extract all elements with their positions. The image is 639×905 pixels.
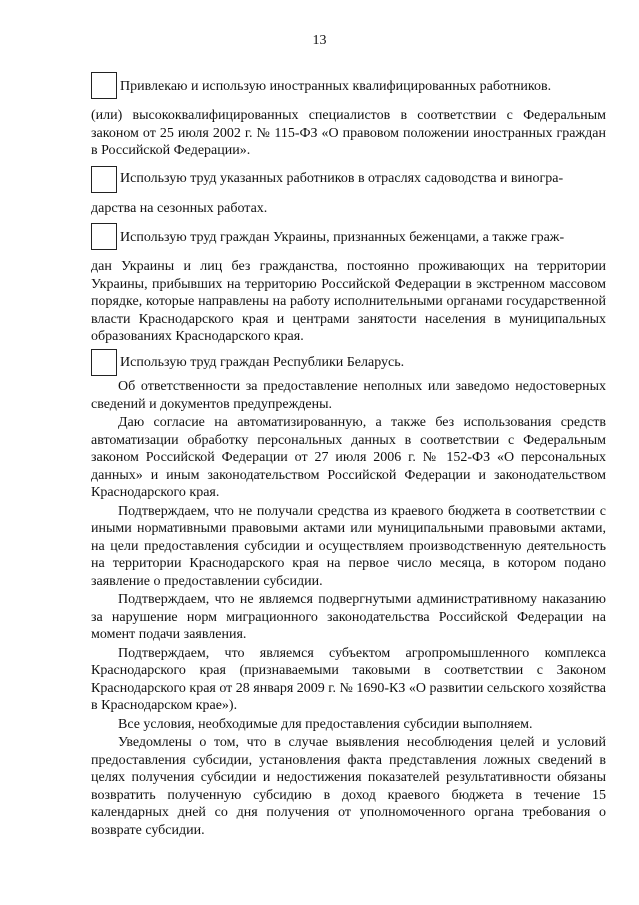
paragraph-subsidy-return-notice: Уведомлены о том, что в случае выявления несоблюдения целей и условий предоставления субсидии, установления факта представления ложных сведений в целях получения субсидии и недостижения показателей результативности обязаны возвратить полученную субсидию в доход краевого бюджета в течение 15 календарных дней со дня получения от уполномоченного органа требования о возврате субсидии. — [91, 735, 606, 838]
option-4-label: Использую труд граждан Республики Беларусь. — [120, 355, 405, 370]
option-1-continuation: (или) высококвалифицированных специалистов в соответствии с Федеральным законом от 25 июля 2002 г. № 115-ФЗ «О правовом положении иностранных граждан в Российской Федерации». — [91, 108, 606, 158]
checkbox-foreign-qualified-workers[interactable] — [91, 72, 117, 99]
statements-block — [91, 378, 606, 839]
paragraph-agro-industrial-subject: Подтверждаем, что являемся субъектом агропромышленного комплекса Краснодарского края (признаваемыми таковыми в соответствии с Законом Краснодарского края от 28 января 2009 г. № 1690-КЗ «О развитии сельского хозяйства в Краснодарском крае»). — [91, 645, 606, 713]
paragraph-no-budget-funds: Подтверждаем, что не получали средства из краевого бюджета в соответствии с иными нормативными правовыми актами или муниципальными правовыми актами, на цели предоставления субсидии и осуществляем производственную деятельность на территории Краснодарского края на первое число месяца, в котором подано заявление о предоставлении субсидии. — [91, 503, 606, 589]
page-number: 13 — [312, 33, 327, 48]
checkbox-seasonal-horticulture-work[interactable] — [91, 166, 117, 193]
paragraph-responsibility: Об ответственности за предоставление неполных или заведомо недостоверных сведений и документов предупреждены. — [91, 379, 606, 412]
checkbox-ukraine-citizens[interactable] — [91, 223, 117, 250]
option-1-label: Привлекаю и использую иностранных квалифицированных работников. — [120, 79, 552, 94]
checkbox-belarus-citizens[interactable] — [91, 349, 117, 376]
option-2-continuation: дарства на сезонных работах. — [91, 201, 268, 216]
option-3-label: Использую труд граждан Украины, признанных беженцами, а также граж- — [120, 230, 565, 245]
paragraph-personal-data-consent: Даю согласие на автоматизированную, а также без использования средств автоматизации обработку персональных данных в соответствии с Федеральным законом Российской Федерации от 27 июля 2006 г. № 152-ФЗ «О персональных данных» и иным законодательством Российской Федерации и законодательством Краснодарского края. — [91, 415, 606, 500]
option-2-label: Использую труд указанных работников в отраслях садоводства и виногра- — [120, 171, 564, 186]
paragraph-no-administrative-penalty: Подтверждаем, что не являемся подвергнутыми административному наказанию за нарушение норм миграционного законодательства Российской Федерации на момент подачи заявления. — [91, 592, 606, 642]
option-3-continuation: дан Украины и лиц без гражданства, постоянно проживающих на территории Украины, прибывших на территорию Российской Федерации в экстренном массовом порядке, которые направлены на работу исполнительными органами государственной власти Краснодарского края и центрами занятости населения в муниципальных образованиях Краснодарского края. — [91, 259, 606, 344]
paragraph-conditions-met: Все условия, необходимые для предоставления субсидии выполняем. — [118, 716, 533, 732]
